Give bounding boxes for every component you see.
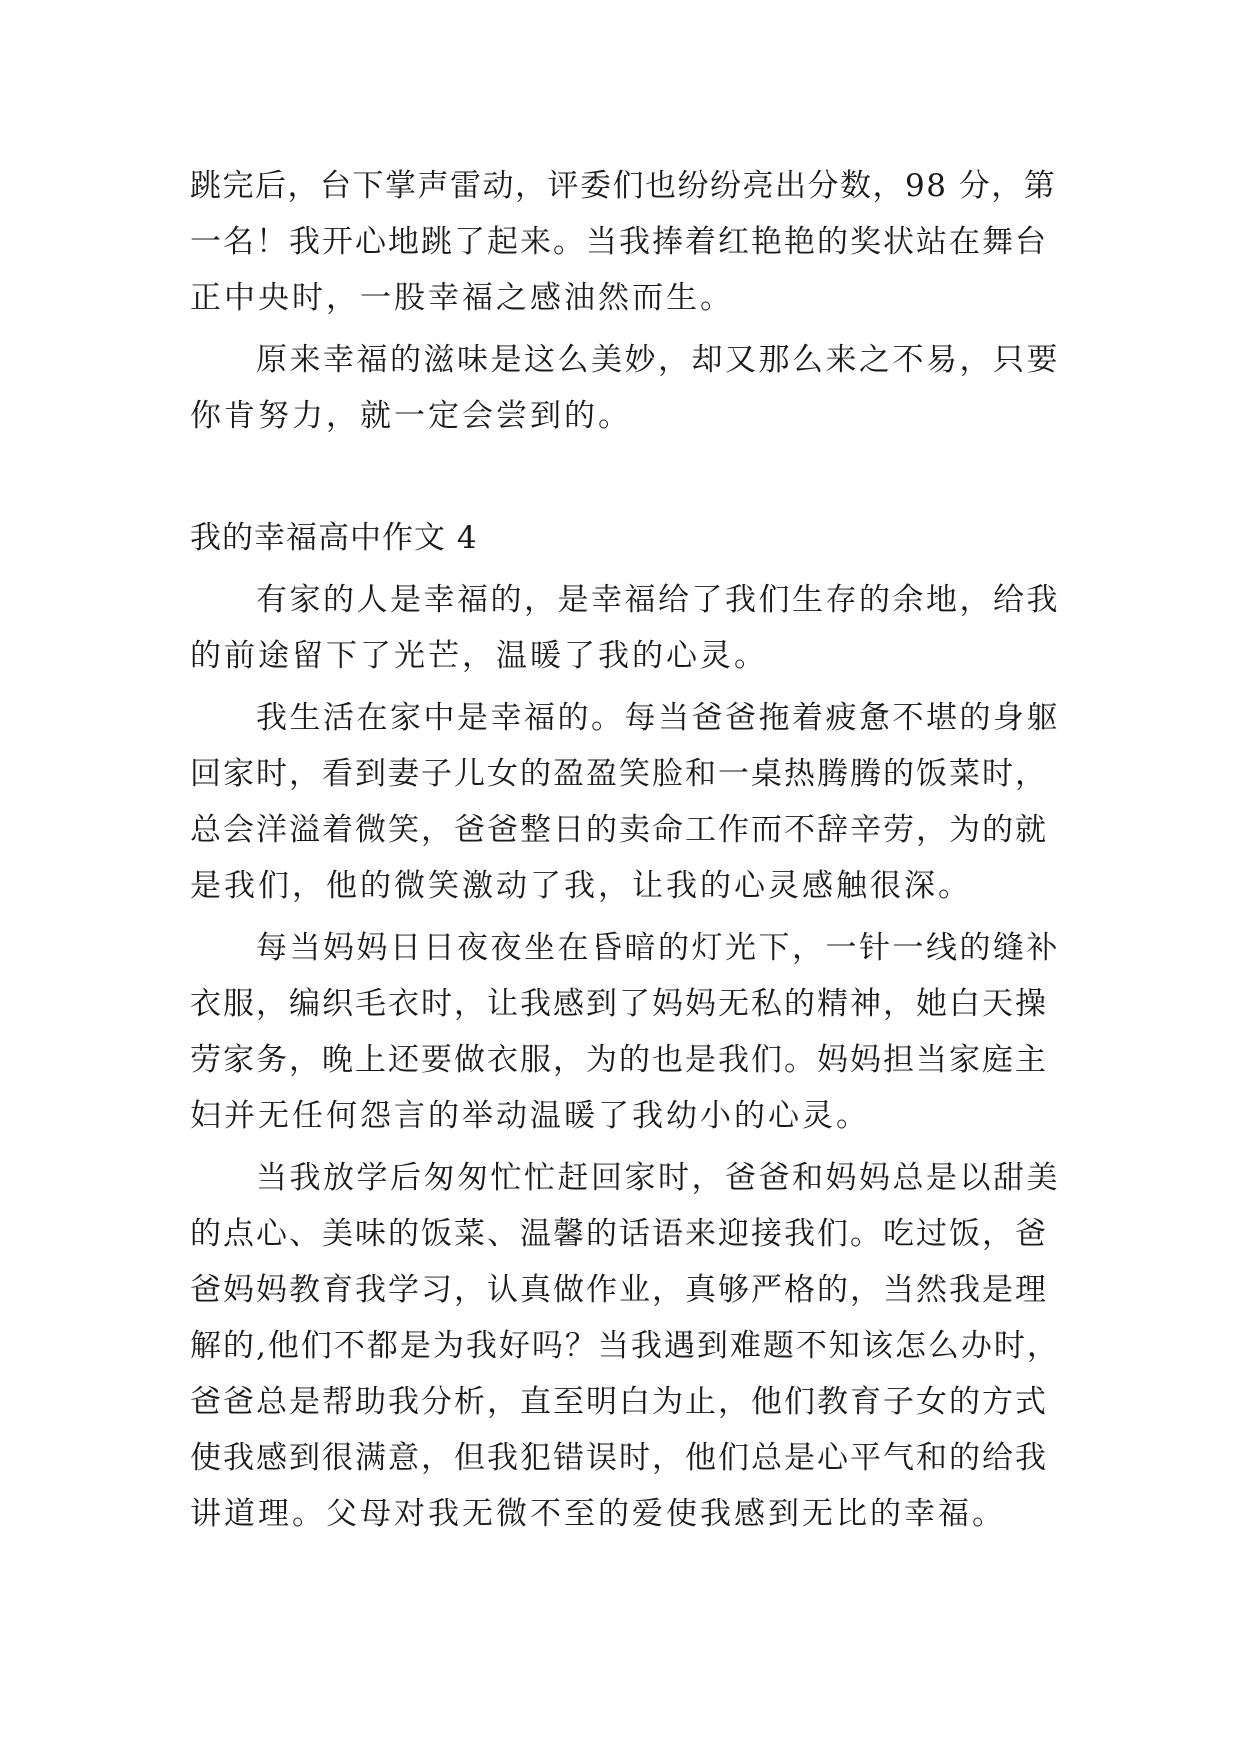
text-line: 劳家务，晚上还要做衣服，为的也是我们。妈妈担当家庭主 [190, 1042, 1048, 1078]
text-line: 回家时，看到妻子儿女的盈盈笑脸和一桌热腾腾的饭菜时， [190, 756, 1048, 792]
text-line: 的前途留下了光芒，温暖了我的心灵。 [190, 638, 768, 674]
text-line: 原来幸福的滋味是这么美妙，却又那么来之不易，只要 [256, 342, 1060, 378]
text-line: 衣服，编织毛衣时，让我感到了妈妈无私的精神，她白天操 [190, 986, 1048, 1022]
text-line: 一名！我开心地跳了起来。当我捧着红艳艳的奖状站在舞台 [190, 224, 1048, 260]
text-line: 我生活在家中是幸福的。每当爸爸拖着疲惫不堪的身躯 [256, 700, 1060, 736]
text-line: 正中央时，一股幸福之感油然而生。 [190, 280, 734, 316]
text-line: 爸爸总是帮助我分析，直至明白为止，他们教育子女的方式 [190, 1384, 1048, 1420]
text-line: 跳完后，台下掌声雷动，评委们也纷纷亮出分数，98 分，第 [190, 168, 1057, 204]
text-line: 你肯努力，就一定会尝到的。 [190, 398, 632, 434]
text-line: 是我们，他的微笑激动了我，让我的心灵感触很深。 [190, 868, 972, 904]
section-title: 我的幸福高中作文 4 [190, 520, 478, 556]
text-line: 总会洋溢着微笑，爸爸整日的卖命工作而不辞辛劳，为的就 [190, 812, 1048, 848]
text-line: 有家的人是幸福的，是幸福给了我们生存的余地，给我 [256, 582, 1060, 618]
text-line: 当我放学后匆匆忙忙赶回家时，爸爸和妈妈总是以甜美 [256, 1160, 1060, 1196]
text-line: 解的,他们不都是为我好吗？当我遇到难题不知该怎么办时， [190, 1328, 1060, 1364]
text-line: 每当妈妈日日夜夜坐在昏暗的灯光下，一针一线的缝补 [256, 930, 1060, 966]
text-line: 爸妈妈教育我学习，认真做作业，真够严格的，当然我是理 [190, 1272, 1048, 1308]
text-line: 使我感到很满意，但我犯错误时，他们总是心平气和的给我 [190, 1440, 1048, 1476]
text-line: 妇并无任何怨言的举动温暖了我幼小的心灵。 [190, 1098, 870, 1134]
text-line: 的点心、美味的饭菜、温馨的话语来迎接我们。吃过饭，爸 [190, 1216, 1048, 1252]
text-line: 讲道理。父母对我无微不至的爱使我感到无比的幸福。 [190, 1496, 1006, 1532]
